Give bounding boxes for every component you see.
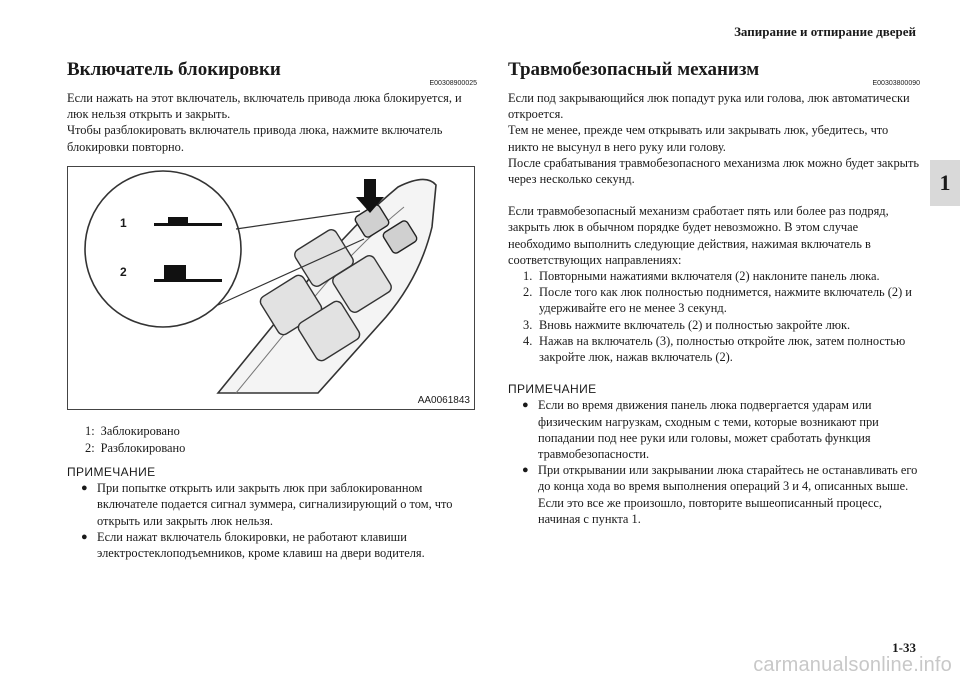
step-item	[508, 333, 920, 365]
section-header-title: Запирание и отпирание дверей	[734, 24, 916, 39]
note-text: Если нажат включатель блокировки, не работают клавиши электростеклоподъемников, кроме клавиш на двери водителя.	[97, 529, 425, 561]
note-text: При открывании или закрывании люка старайтесь не останавливать его до конца хода во время выполнения операций 3 и 4, описанных выше. Если это все же произошло, повторите вышеописанный процесс, начиная с пункта 1.	[538, 463, 918, 526]
legend-text: Заблокировано	[100, 424, 180, 438]
left-section-code: E00308900025	[429, 80, 477, 87]
legend-item	[85, 440, 185, 457]
right-paragraph-2: Тем не менее, прежде чем открывать или закрывать люк, убедитесь, что никто не высунул в него руку или голову.	[508, 123, 889, 154]
legend-number: 1:	[85, 424, 95, 438]
step-number: 3.	[523, 317, 533, 332]
page-number: 1-33	[892, 640, 916, 655]
bullet-icon: ●	[81, 530, 88, 543]
legend-text: Разблокировано	[100, 441, 186, 455]
left-paragraph-1: Если нажать на этот включатель, включатель привода люка блокируется, и люк нельзя открыть и закрыть.	[67, 91, 462, 122]
left-section-title: Включатель блокировки	[67, 59, 281, 80]
bullet-icon: ●	[522, 464, 529, 477]
bullet-icon: ●	[522, 399, 529, 412]
note-text: При попытке открыть или закрыть люк при заблокированном включателе подается сигнал зуммера, сигнализирующий о том, что открыть или закрыть люк нельзя.	[97, 481, 453, 528]
figure-legend	[85, 423, 185, 457]
step-text: Повторными нажатиями включателя (2) наклоните панель люка.	[539, 269, 880, 284]
legend-number: 2:	[85, 441, 95, 455]
right-paragraph-4: Если травмобезопасный механизм сработает пять или более раз подряд, закрыть люк в обычном порядке будет невозможно. В этом случае необходимо выполнить следующие действия, нажимая включатель в соответствующих направлениях:	[508, 204, 889, 267]
step-number: 1.	[523, 269, 533, 284]
figure-callout-1: 1	[120, 216, 127, 230]
figure-callout-2: 2	[120, 265, 127, 279]
left-paragraph-2: Чтобы разблокировать включатель привода люка, нажмите включатель блокировки повторно.	[67, 123, 443, 154]
step-text: Нажав на включатель (3), полностью откройте люк, затем полностью закройте люк, нажав включатель (2).	[539, 333, 906, 365]
door-switch-panel-illustration	[68, 167, 474, 409]
step-text: Вновь нажмите включатель (2) и полностью закройте люк.	[539, 317, 851, 332]
right-section-code: E00303800090	[872, 80, 920, 87]
door-panel-outline	[218, 179, 436, 393]
step-number: 4.	[523, 333, 533, 348]
note-item	[67, 529, 477, 561]
chapter-tab: 1	[930, 160, 960, 206]
note-text: Если во время движения панель люка подвергается ударам или физическим нагрузкам, сходным с теми, которые возникают при попадании под нее руки или головы, может сработать функция травмобезопасности.	[538, 398, 879, 462]
figure-id: AA0061843	[417, 395, 470, 406]
right-paragraph-3: После срабатывания травмобезопасного механизма люк можно будет закрыть через несколько секунд.	[508, 155, 920, 187]
step-item	[508, 317, 920, 333]
note-item	[67, 480, 477, 529]
detail-zoom-circle	[85, 171, 241, 327]
step-text: После того как люк полностью поднимется, нажмите включатель (2) и удерживайте его не менее 3 секунд.	[539, 285, 912, 316]
right-column	[508, 58, 920, 527]
left-column	[67, 58, 477, 155]
right-note-title: ПРИМЕЧАНИЕ	[508, 382, 597, 397]
left-note-block	[67, 464, 477, 561]
note-item	[508, 397, 920, 462]
note-item	[508, 462, 920, 527]
step-number: 2.	[523, 285, 533, 300]
step-item	[508, 268, 920, 284]
watermark: carmanualsonline.info	[753, 654, 952, 676]
right-section-title: Травмобезопасный механизм	[508, 59, 760, 80]
bullet-icon: ●	[81, 482, 88, 495]
lock-switch-figure	[67, 166, 475, 410]
left-note-title: ПРИМЕЧАНИЕ	[67, 465, 156, 479]
right-paragraph-1: Если под закрывающийся люк попадут рука или голова, люк автоматически откроется.	[508, 91, 910, 122]
step-item	[508, 284, 920, 316]
legend-item	[85, 423, 185, 440]
